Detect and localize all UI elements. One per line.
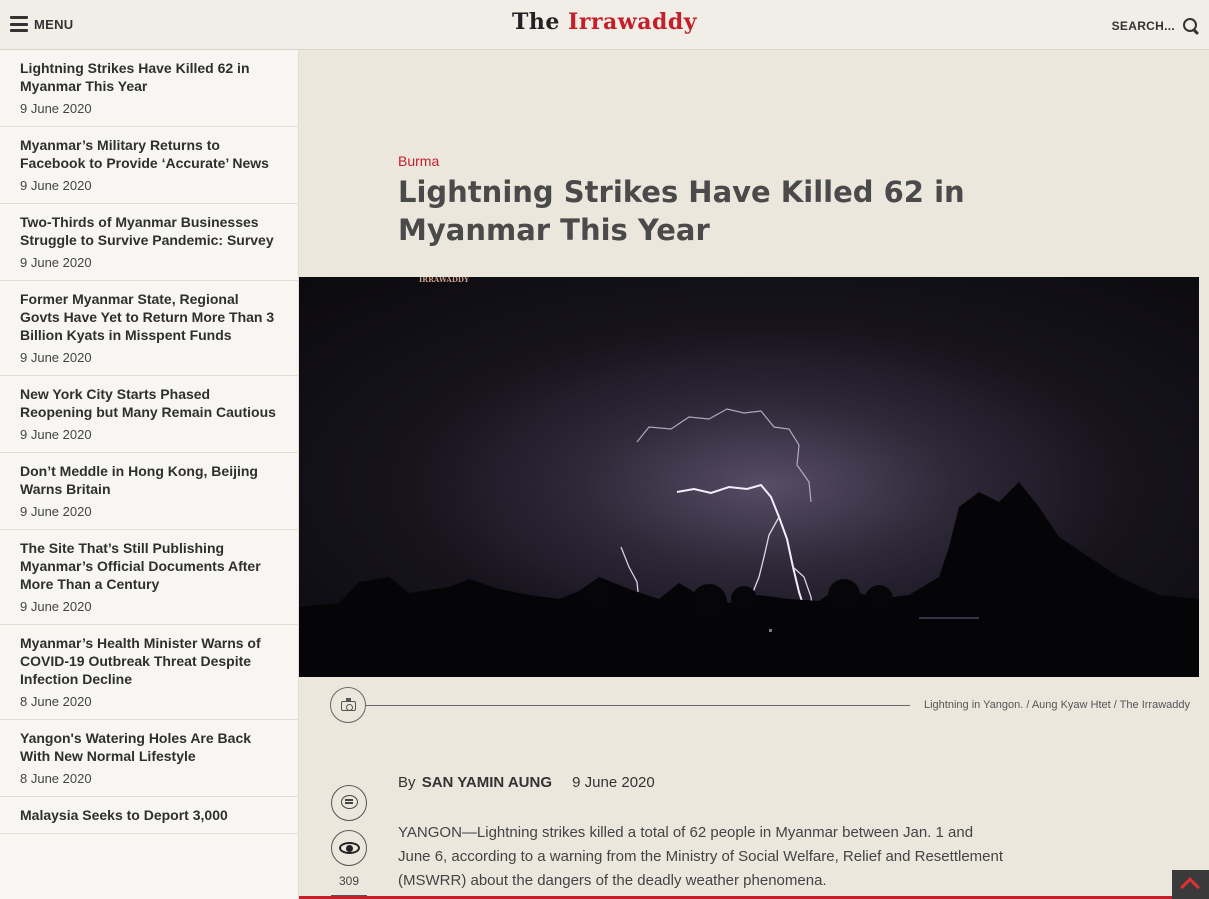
sidebar-article-title[interactable]: Lightning Strikes Have Killed 62 in Myanmar This Year: [20, 60, 250, 94]
sidebar-article-item[interactable]: [0, 797, 298, 834]
sidebar-article-title[interactable]: Malaysia Seeks to Deport 3,000: [20, 807, 228, 823]
photo-caption: Lightning in Yangon. / Aung Kyaw Htet / The Irrawaddy: [923, 699, 1190, 711]
comment-icon: [341, 795, 358, 809]
article-photo: [299, 277, 1199, 677]
publish-date: 9 June 2020: [572, 774, 655, 791]
sidebar-article-date: 8 June 2020: [20, 771, 92, 786]
sidebar-article-item[interactable]: [0, 50, 298, 127]
sidebar-article-title[interactable]: The Site That’s Still Publishing Myanmar’s Official Documents After More Than a Century: [20, 540, 261, 592]
sidebar-article-date: 9 June 2020: [20, 599, 92, 614]
camera-icon: [341, 701, 356, 711]
photo-watermark: IRRAWADDY: [419, 277, 469, 284]
sidebar-article-title[interactable]: Don’t Meddle in Hong Kong, Beijing Warns Britain: [20, 463, 258, 497]
article-byline: [398, 774, 655, 791]
sidebar-article-date: 9 June 2020: [20, 504, 92, 519]
logo-the: The: [511, 9, 560, 35]
site-logo[interactable]: [0, 9, 1209, 35]
sidebar-article-date: 8 June 2020: [20, 694, 92, 709]
sidebar-article-item[interactable]: [0, 453, 298, 530]
sidebar-article-title[interactable]: Myanmar’s Military Returns to Facebook to Provide ‘Accurate’ News: [20, 137, 269, 171]
sidebar-article-title[interactable]: Yangon's Watering Holes Are Back With New Normal Lifestyle: [20, 730, 252, 764]
comments-button[interactable]: [331, 785, 367, 821]
sidebar-article-date: 9 June 2020: [20, 427, 92, 442]
sidebar-article-item[interactable]: [0, 376, 298, 453]
sidebar-article-item[interactable]: [0, 127, 298, 204]
sidebar-article-date: 9 June 2020: [20, 101, 92, 116]
views-button: [331, 830, 367, 866]
views-count: 309: [338, 874, 360, 888]
sidebar-article-title[interactable]: Two-Thirds of Myanmar Businesses Struggle to Survive Pandemic: Survey: [20, 214, 274, 248]
search-label: SEARCH...: [1111, 19, 1175, 33]
logo-brand: Irrawaddy: [568, 9, 698, 35]
author-name[interactable]: SAN YAMIN AUNG: [421, 774, 552, 791]
article-main: [299, 50, 1209, 899]
sidebar-article-title[interactable]: Myanmar’s Health Minister Warns of COVID-19 Outbreak Threat Despite Infection Decline: [20, 635, 261, 687]
search-button[interactable]: [1112, 18, 1199, 34]
byline-prefix: By: [398, 774, 416, 791]
sidebar-article-date: 9 June 2020: [20, 178, 92, 193]
menu-label: MENU: [34, 16, 74, 32]
photo-caption-row: [330, 687, 1190, 723]
sidebar-article-item[interactable]: [0, 204, 298, 281]
sidebar-article-date: 9 June 2020: [20, 255, 92, 270]
article-body-paragraph: YANGON—Lightning strikes killed a total of 62 people in Myanmar between Jan. 1 and June 6, according to a warning from the Ministry of Social Welfare, Relief and Resettlement (MSWRR) about the dangers of the deadly weather phenomena.: [398, 824, 1004, 889]
sidebar-article-title[interactable]: New York City Starts Phased Reopening but Many Remain Cautious: [20, 386, 276, 420]
lightning-scene-graphic: [299, 277, 1199, 677]
search-icon: [1183, 18, 1199, 34]
site-header: [0, 0, 1209, 50]
sidebar-article-item[interactable]: [0, 625, 298, 720]
camera-button[interactable]: [330, 687, 366, 723]
sidebar-news-list: [0, 50, 299, 899]
sidebar-article-item[interactable]: [0, 281, 298, 376]
caption-divider: [366, 705, 910, 706]
article-headline: Lightning Strikes Have Killed 62 in Myanmar This Year: [398, 175, 965, 247]
sidebar-article-item[interactable]: [0, 720, 298, 797]
article-category[interactable]: Burma: [398, 153, 440, 169]
eye-icon: [339, 842, 360, 854]
sidebar-article-title[interactable]: Former Myanmar State, Regional Govts Have Yet to Return More Than 3 Billion Kyats in Misspent Funds: [20, 291, 275, 343]
back-to-top-button[interactable]: [1172, 870, 1209, 899]
sidebar-article-date: 9 June 2020: [20, 350, 92, 365]
sidebar-article-item[interactable]: [0, 530, 298, 625]
